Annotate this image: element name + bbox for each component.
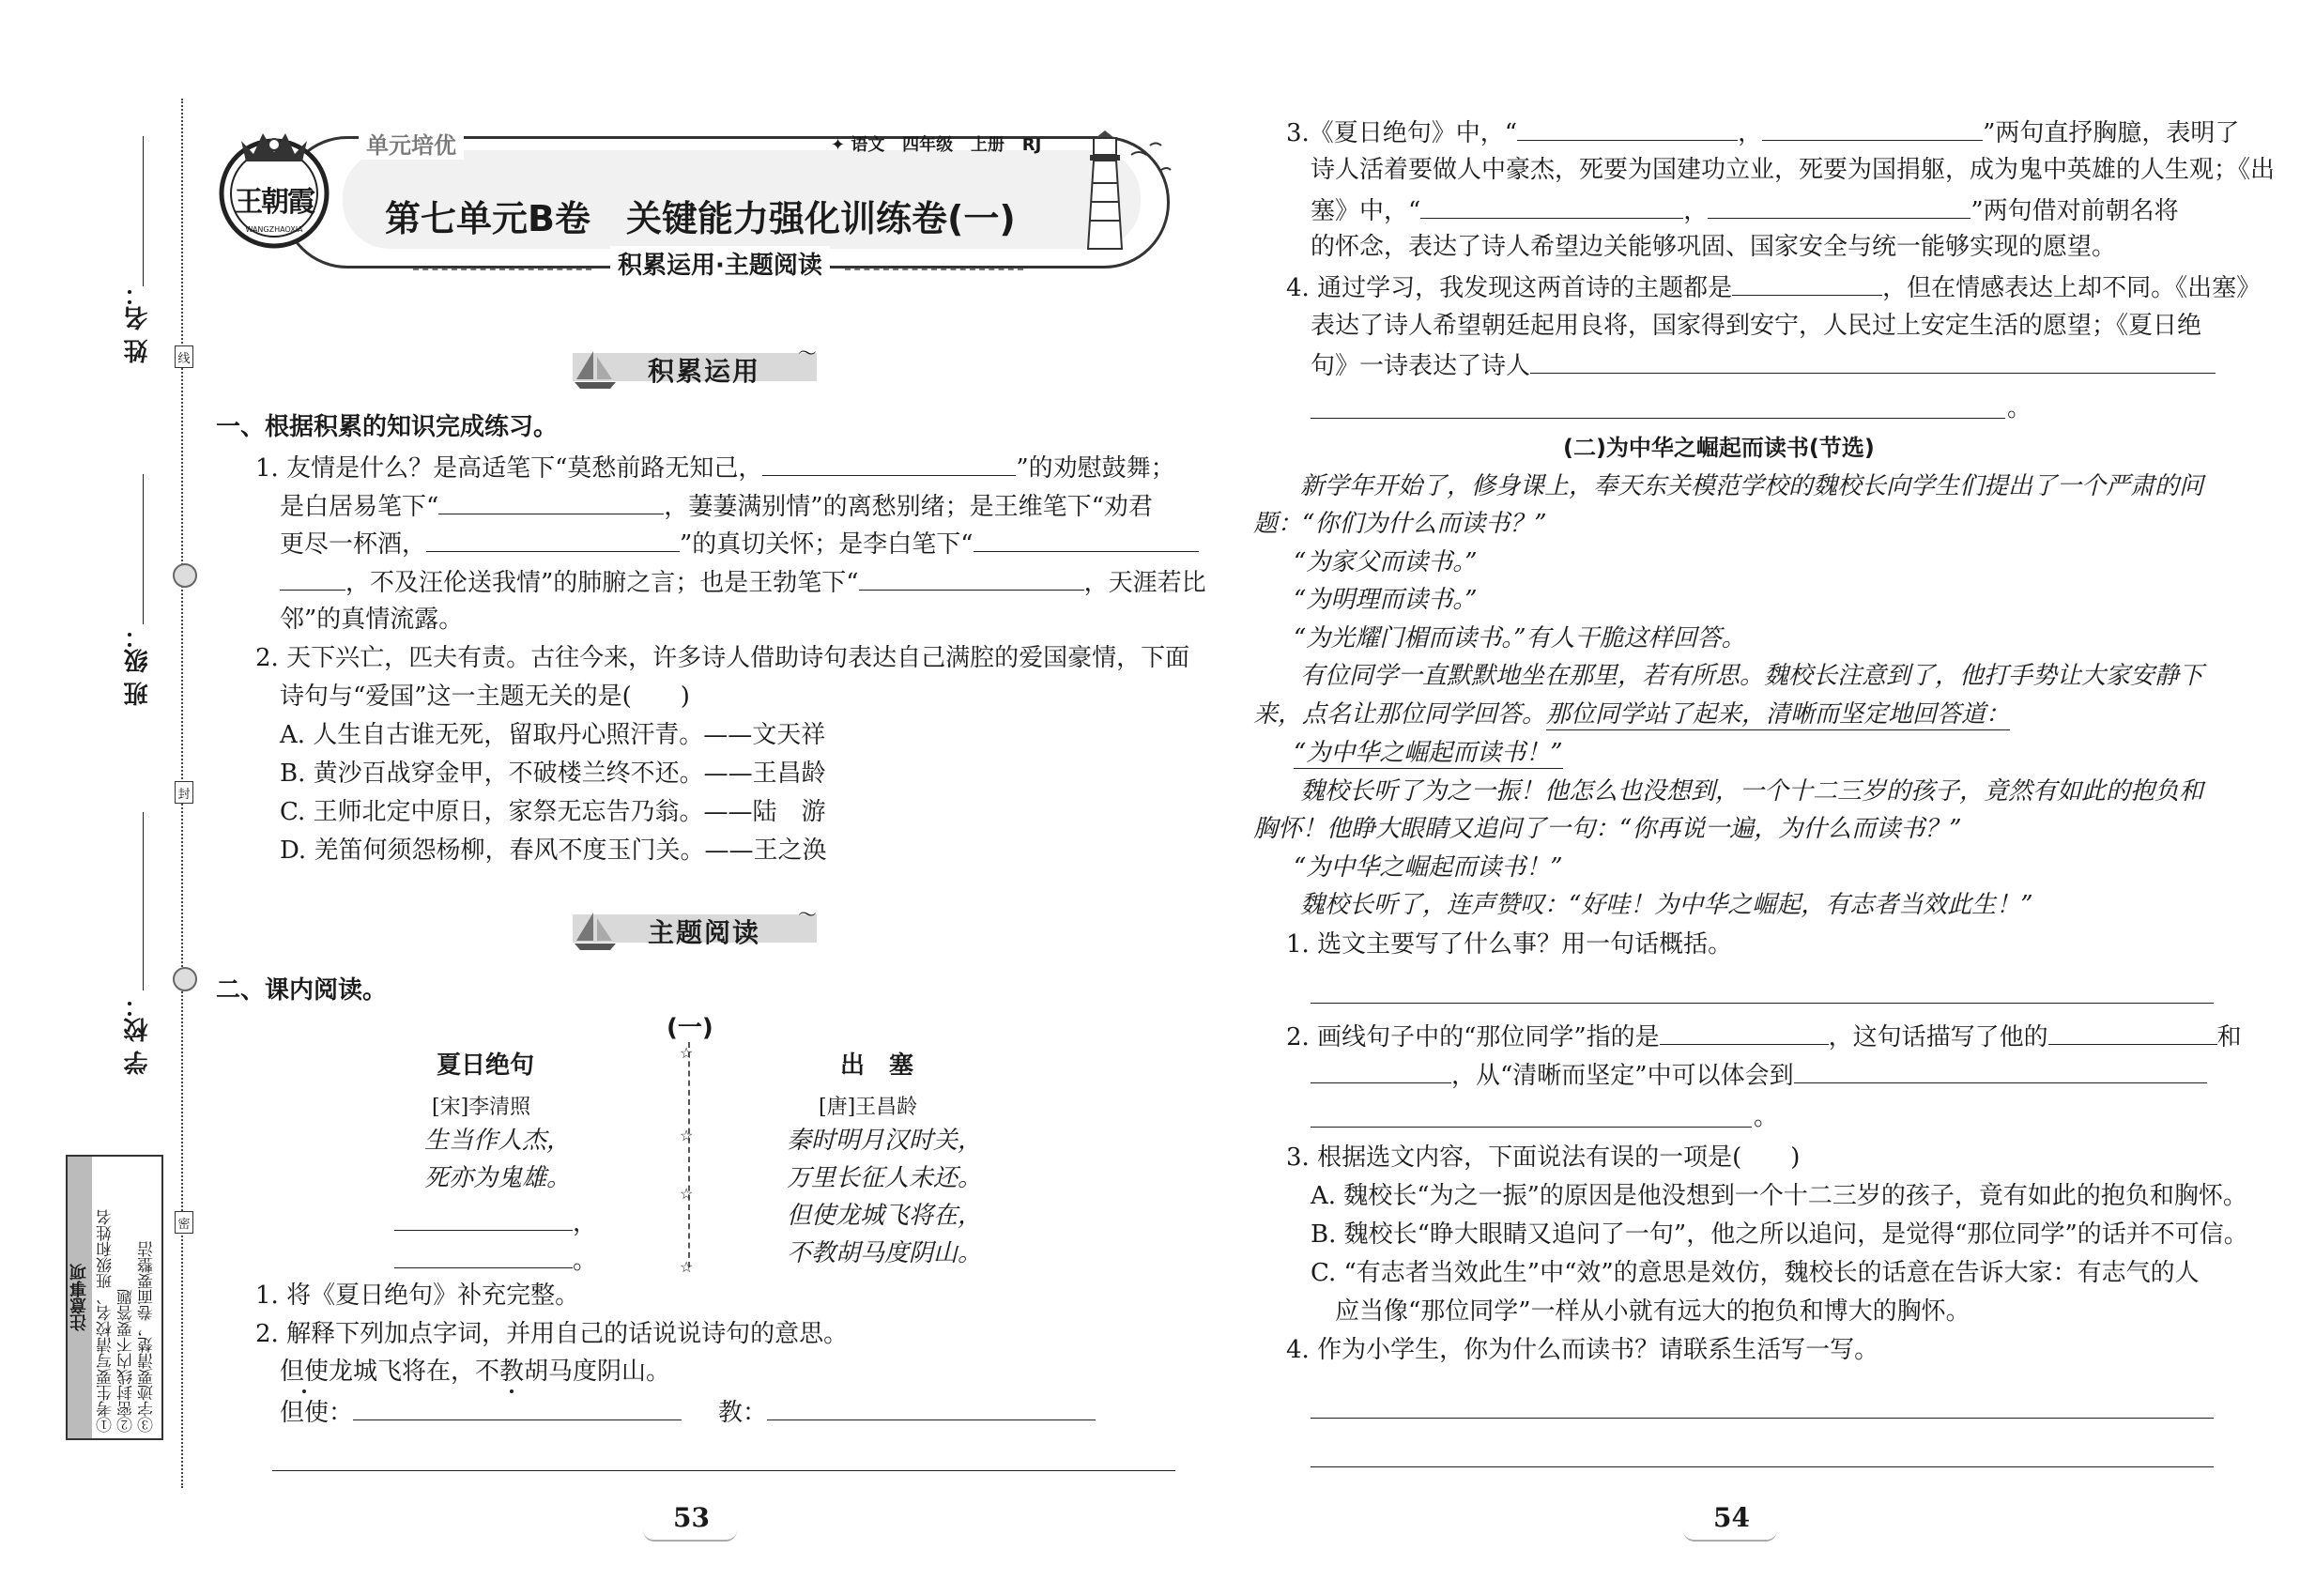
passage-p2: “为家父而读书。”	[1294, 548, 1478, 576]
section-header-reading	[573, 903, 817, 952]
q3-heading: 二、课内阅读。	[216, 976, 388, 1005]
rq2-line2: ，从“清晰而坚定”中可以体会到	[1311, 1060, 2207, 1090]
rq1: 1. 选文主要写了什么事？用一句话概括。	[1286, 930, 1733, 959]
r3-blank-3[interactable]	[1420, 195, 1683, 219]
rq3-option-c[interactable]: C. “有志者当效此生”中“效”的意思是效仿，魏校长的话意在告诉大家：有志气的人	[1311, 1259, 2200, 1287]
q1-blank-4a[interactable]	[974, 529, 1199, 552]
rq2-line1: 2. 画线句子中的“那位同学”指的是 ，这句话描写了他的 和	[1286, 1023, 2242, 1051]
rq2-blank-1[interactable]	[1660, 1021, 1829, 1045]
rq4-end: 。	[2007, 394, 2032, 422]
rq4-line1: 4. 通过学习，我发现这两首诗的主题都是 ，但在情感表达上却不同。《出塞》	[1286, 274, 2262, 302]
rq3-option-a[interactable]: A. 魏校长“为之一振”的原因是他没想到一个十二三岁的孩子，竟有如此的抱负和胸怀。	[1311, 1182, 2247, 1210]
sailboat-icon	[573, 347, 618, 391]
rq3-line3: 塞》中，“ ， ”两句借对前朝名将	[1311, 197, 2179, 225]
class-label: 班 级：	[124, 624, 152, 707]
r3-blank-2[interactable]	[1762, 117, 1983, 141]
q2-line2: 诗句与“爱国”这一主题无关的是( )	[280, 683, 690, 711]
page-number-right: 54	[1713, 1502, 1750, 1533]
notice-item: ①考生要写清校名、班级和姓名	[97, 1209, 115, 1433]
passage-p1: 新学年开始了，修身课上，奉天东关模范学校的魏校长向学生们提出了一个严肃的问	[1300, 472, 2204, 500]
q1-blank-2[interactable]	[438, 491, 664, 514]
rq2-blank-4[interactable]	[1794, 1060, 2207, 1083]
rq4: 4. 作为小学生，你为什么而读书？请联系生活写一写。	[1286, 1336, 1879, 1364]
star-icon: ☆	[680, 1127, 694, 1144]
notice-title: 注意事项	[68, 1157, 92, 1438]
passage-p3: “为明理而读书。”	[1294, 586, 1478, 614]
name-label: 姓 名：	[124, 282, 152, 364]
bird-icon: 〜	[798, 903, 817, 926]
poem2-line2: 万里长征人未还。	[787, 1164, 983, 1192]
q1-blank-1[interactable]	[762, 453, 1016, 476]
poem1-blank-3[interactable]	[394, 1207, 573, 1231]
page-number-left: 53	[673, 1502, 710, 1533]
class-blank[interactable]	[143, 474, 144, 624]
r4-blank-3[interactable]	[1311, 418, 2005, 419]
r3-blank-4[interactable]	[1708, 195, 1970, 219]
binding-ring-icon	[173, 563, 197, 588]
notice-item: ③字迹要清楚，卷面要整洁	[138, 1241, 157, 1433]
q1-blank-3[interactable]	[426, 529, 680, 552]
poem-divider	[688, 1042, 690, 1267]
meta-volume: 上册	[970, 135, 1004, 155]
passage-title: (二)为中华之崛起而读书(节选)	[1563, 435, 1875, 461]
notice-item: ②密封线内不要答题	[117, 1289, 136, 1433]
page-title: 第七单元B卷 关键能力强化训练卷(一)	[385, 198, 1016, 239]
name-blank[interactable]	[143, 136, 144, 286]
poem1-title: 夏日绝句	[437, 1051, 535, 1080]
q1-line1: 1. 友情是什么？是高适笔下“莫愁前路无知己， ”的劝慰鼓舞；	[255, 454, 1175, 483]
pq2-blank-jiao[interactable]	[767, 1397, 1096, 1420]
meta-edition: RJ	[1021, 135, 1042, 155]
rq3-head: 3. 根据选文内容，下面说法有误的一项是( )	[1286, 1143, 1801, 1172]
passage-p5c	[1294, 739, 1563, 767]
subtitle-rule-left	[413, 269, 591, 270]
star-icon: ☆	[680, 1258, 694, 1276]
seal-char-feng: 封	[175, 781, 193, 804]
logo-sub: WANGZHAOXIA	[245, 225, 303, 234]
q2-option-d[interactable]: D. 羌笛何须怨杨柳，春风不度玉门关。——王之涣	[280, 836, 827, 865]
passage-p6b: 胸怀！他睁大眼睛又追问了一句：“你再说一遍，为什么而读书？”	[1253, 815, 1962, 843]
rq3-line2: 诗人活着要做人中豪杰，死要为国建功立业，死要为国捐躯，成为鬼中英雄的人生观；《出	[1311, 156, 2276, 184]
meta-subject: 语文	[851, 135, 885, 155]
poem2-line3: 但使龙城飞将在，	[787, 1202, 983, 1230]
seal-char-mi: 密	[175, 1211, 193, 1234]
rq4-line3: 句》一诗表达了诗人	[1311, 350, 2216, 380]
q1-line3: 更尽一杯酒， ”的真切关怀；是李白笔下“	[280, 529, 1199, 559]
passage-p6: 魏校长听了为之一振！他怎么也没想到，一个十二三岁的孩子，竟然有如此的抱负和	[1300, 777, 2204, 806]
section-title: 积累运用	[648, 356, 761, 387]
pq2-blank-danshi[interactable]	[353, 1397, 682, 1420]
star-icon: ☆	[680, 1185, 694, 1203]
sailboat-icon	[573, 909, 618, 952]
r4-blank-1[interactable]	[1732, 272, 1882, 296]
lighthouse-icon	[1075, 127, 1188, 258]
poem1-blank-line4: 。	[394, 1245, 597, 1275]
q2-option-b[interactable]: B. 黄沙百战穿金甲，不破楼兰终不还。——王昌龄	[280, 760, 826, 788]
bird-icon: 〜	[798, 342, 817, 364]
rq2-blank-3[interactable]	[1311, 1060, 1451, 1083]
star-icon: ☆	[680, 1044, 694, 1062]
rq4-answer-line-1[interactable]	[1311, 1418, 2214, 1419]
series-label: 单元培优	[359, 127, 464, 160]
q2-option-c[interactable]: C. 王师北定中原日，家祭无忘告乃翁。——陆 游	[280, 798, 826, 826]
binding-ring-icon	[173, 967, 197, 991]
dotted-word-jiao: 教	[499, 1358, 525, 1386]
meta-grade: 四年级	[902, 135, 954, 155]
poem2-title: 出 塞	[840, 1051, 914, 1080]
poem1-line2: 死亦为鬼雄。	[424, 1164, 572, 1192]
poem2-author: [唐]王昌龄	[819, 1096, 918, 1119]
page-number-ornament	[1683, 1530, 1777, 1542]
q1-blank-4b[interactable]	[280, 567, 345, 591]
poem2-line4: 不教胡马度阴山。	[787, 1239, 983, 1267]
passage-p7: “为中华之崛起而读书！”	[1294, 853, 1563, 882]
poem2-line1: 秦时明月汉时关，	[787, 1127, 983, 1155]
q2-line1: 2. 天下兴亡，匹夫有责。古往今来，许多诗人借助诗句表达自己满腔的爱国豪情，下面	[255, 644, 1190, 672]
rq3-line1: 3.《夏日绝句》中，“ ， ”两句直抒胸臆，表明了	[1286, 119, 2240, 147]
poem1-author: [宋]李清照	[432, 1096, 531, 1119]
rq1-answer-line[interactable]	[1311, 1003, 2214, 1004]
section-header-accumulation	[573, 342, 817, 391]
poems-heading: (一)	[667, 1014, 713, 1042]
pq2-verse: 但使龙城飞将在，不教胡马度阴山。	[280, 1358, 671, 1386]
pq2: 2. 解释下列加点字词，并用自己的话说说诗句的意思。	[255, 1320, 849, 1348]
pq2-answer-a: 但使：	[280, 1397, 682, 1427]
passage-p5b: 来，点名让那位同学回答。那位同学站了起来，清晰而坚定地回答道：	[1253, 700, 2011, 729]
underlined-sentence: “为中华之崛起而读书！”	[1294, 739, 1563, 767]
r3-blank-1[interactable]	[1517, 117, 1738, 141]
school-label: 学 校：	[124, 993, 152, 1076]
notice-box	[66, 1155, 163, 1440]
pq2-answer-b: 教：	[718, 1397, 1096, 1427]
passage-p8: 魏校长听了，连声赞叹：“好哇！为中华之崛起，有志者当效此生！”	[1300, 891, 2033, 919]
rq2-end: 。	[1754, 1103, 1779, 1131]
logo-badge	[208, 120, 340, 252]
subtitle-rule-right	[845, 269, 1023, 270]
underlined-sentence: 那位同学站了起来，清晰而坚定地回答道：	[1546, 700, 2011, 729]
logo-text: 王朝霞	[235, 186, 314, 219]
pq2-answer-line[interactable]	[272, 1470, 1175, 1471]
q1-line4: ，不及汪伦送我情”的肺腑之言；也是王勃笔下“ ，天涯若比	[280, 567, 1206, 597]
passage-p1b: 题：“你们为什么而读书？”	[1253, 510, 1547, 538]
seal-char-xian: 线	[175, 345, 193, 368]
poem1-line1: 生当作人杰，	[424, 1127, 572, 1155]
rq3-option-b[interactable]: B. 魏校长“睁大眼睛又追问了一句”，他之所以追问，是觉得“那位同学”的话并不可信。	[1311, 1220, 2248, 1249]
passage-p5: 有位同学一直默默地坐在那里，若有所思。魏校长注意到了，他打手势让大家安静下	[1300, 662, 2204, 690]
plus-icon: ✦	[831, 135, 851, 155]
rq3-line4: 的怀念，表达了诗人希望边关能够巩固、国家安全与统一能够实现的愿望。	[1311, 233, 2117, 261]
header-meta	[831, 131, 1041, 156]
section-title: 主题阅读	[648, 917, 761, 948]
school-blank[interactable]	[143, 812, 144, 990]
q1-heading: 一、根据积累的知识完成练习。	[216, 413, 559, 441]
rq2-blank-2[interactable]	[2048, 1021, 2217, 1045]
rq2-blank-5[interactable]	[1311, 1127, 1752, 1128]
rq3-option-c-cont: 应当像“那位同学”一样从小就有远大的抱负和博大的胸怀。	[1335, 1297, 1970, 1326]
dotted-word-danshi: 但使	[280, 1358, 330, 1386]
pq1: 1. 将《夏日绝句》补充完整。	[255, 1281, 580, 1310]
poem1-blank-line3: ，	[394, 1207, 597, 1237]
passage-p4: “为光耀门楣而读书。”有人干脆这样回答。	[1294, 624, 1746, 652]
q2-option-a[interactable]: A. 人生自古谁无死，留取丹心照汗青。——文天祥	[280, 721, 826, 749]
r4-blank-2[interactable]	[1530, 350, 2216, 374]
q1-line2: 是白居易笔下“ ，萋萋满别情”的离愁别绪；是王维笔下“劝君	[280, 493, 1153, 521]
q1-line5: 邻”的真情流露。	[280, 606, 464, 634]
q1-blank-5[interactable]	[859, 567, 1084, 591]
page-number-ornament	[643, 1530, 737, 1542]
poem1-blank-4[interactable]	[394, 1245, 573, 1268]
page-subtitle: 积累运用·主题阅读	[610, 246, 830, 281]
rq4-answer-line-2[interactable]	[1311, 1466, 2214, 1467]
rq4-line2: 表达了诗人希望朝廷起用良将，国家得到安宁，人民过上安定生活的愿望；《夏日绝	[1311, 312, 2202, 340]
